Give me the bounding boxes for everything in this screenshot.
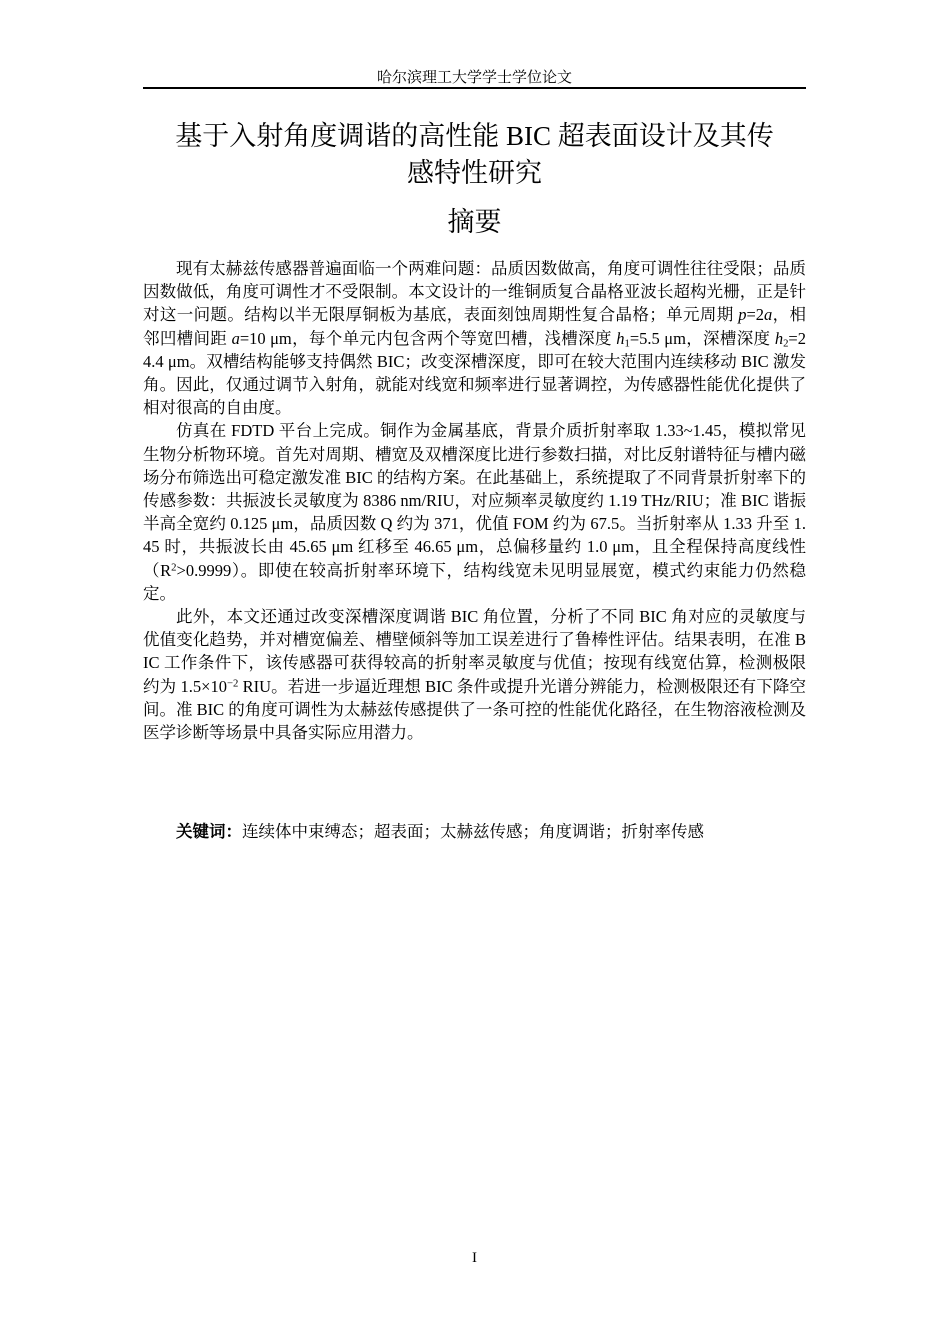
p2-sup: 2 <box>171 561 177 574</box>
thesis-title <box>143 118 806 192</box>
p1-var-p: p <box>738 305 747 325</box>
p1-var-h1: h <box>616 328 625 348</box>
thesis-title-line-1: 基于入射角度调谐的高性能 BIC 超表面设计及其传 <box>175 121 774 151</box>
p1-text-d: =10 μm，每个单元内包含两个等宽凹槽，浅槽深度 <box>239 328 617 348</box>
keywords-text: 连续体中束缚态；超表面；太赫兹传感；角度调谐；折射率传感 <box>242 822 704 841</box>
abstract-body <box>143 257 806 744</box>
abstract-paragraph-1 <box>143 257 806 419</box>
p1-text-c: ，相邻凹槽间距 <box>143 305 807 348</box>
p3-sup: −2 <box>226 677 239 690</box>
p2-text-a: 仿真在 FDTD 平台上完成。铜作为金属基底，背景介质折射率取 1.33~1.45，模拟常见生物分析物环境。首先对周期、槽宽及双槽深度比进行参数扫描，对比反射谱特征与槽内磁场分布筛选出可稳定激发准 BIC 的结构方案。在此基础上，系统提取了不同背景折射率下的传感参数：共振波长灵敏度为 8386 nm/RIU，对应频率灵敏度约 1.19 THz/RIU；准 BIC 谐振半高全宽约 0.125 μm，品质因数 Q 约为 371，优值 FOM 约为 67.5。当折射率从 1.33 升至 1.45 时，共振波长由 45.65 μm 红移至 46.65 μm，总偏移量约 1.0 μm，且全程保持高度线性（R <box>143 421 806 580</box>
keywords-label: 关键词： <box>176 822 242 841</box>
p1-text-e: =5.5 μm，深槽深度 <box>629 328 775 348</box>
p1-var-h2: h <box>774 328 784 348</box>
abstract-paragraph-2 <box>143 419 806 605</box>
p1-var-a: a <box>764 305 773 325</box>
p3-text-b: RIU。若进一步逼近理想 BIC 条件或提升光谱分辨能力，检测极限还有下降空间。准 BIC 的角度可调性为太赫兹传感提供了一条可控的性能优化路径，在生物溶液检测及医学诊断等场景中具备实际应用潜力。 <box>143 676 806 743</box>
abstract-heading: 摘要 <box>447 207 502 237</box>
abstract-paragraph-3 <box>143 605 806 744</box>
p1-text-b: =2 <box>746 305 764 325</box>
page-number: I <box>472 1250 477 1266</box>
p1-sub-2: 2 <box>783 337 789 350</box>
header-rule <box>143 87 806 89</box>
p1-text-f: =24.4 μm。双槽结构能够支持偶然 BIC；改变深槽深度，即可在较大范围内连续移动 BIC 激发角。因此，仅通过调节入射角，就能对线宽和频率进行显著调控，为传感器性能优化提供了相对很高的自由度。 <box>143 328 806 418</box>
p2-text-b: >0.9999）。即使在较高折射率环境下，结构线宽未见明显展宽，模式约束能力仍然稳定。 <box>143 560 806 603</box>
p1-text-a: 现有太赫兹传感器普遍面临一个两难问题：品质因数做高，角度可调性往往受限；品质因数做低，角度可调性才不受限制。本文设计的一维铜质复合晶格亚波长超构光栅，正是针对这一问题。结构以半无限厚铜板为基底，表面刻蚀周期性复合晶格；单元周期 <box>143 259 806 325</box>
p1-var-a-2: a <box>231 328 240 348</box>
p3-text-a: 此外，本文还通过改变深槽深度调谐 BIC 角位置，分析了不同 BIC 角对应的灵敏度与优值变化趋势，并对槽宽偏差、槽壁倾斜等加工误差进行了鲁棒性评估。结果表明，在准 BIC 工作条件下，该传感器可获得较高的折射率灵敏度与优值；按现有线宽估算，检测极限约为 1.5×10 <box>143 607 806 696</box>
keywords-line <box>143 820 806 843</box>
running-header: 哈尔滨理工大学学士学位论文 <box>376 70 572 86</box>
thesis-title-line-2: 感特性研究 <box>407 158 542 188</box>
p1-sub-1: 1 <box>624 337 630 350</box>
